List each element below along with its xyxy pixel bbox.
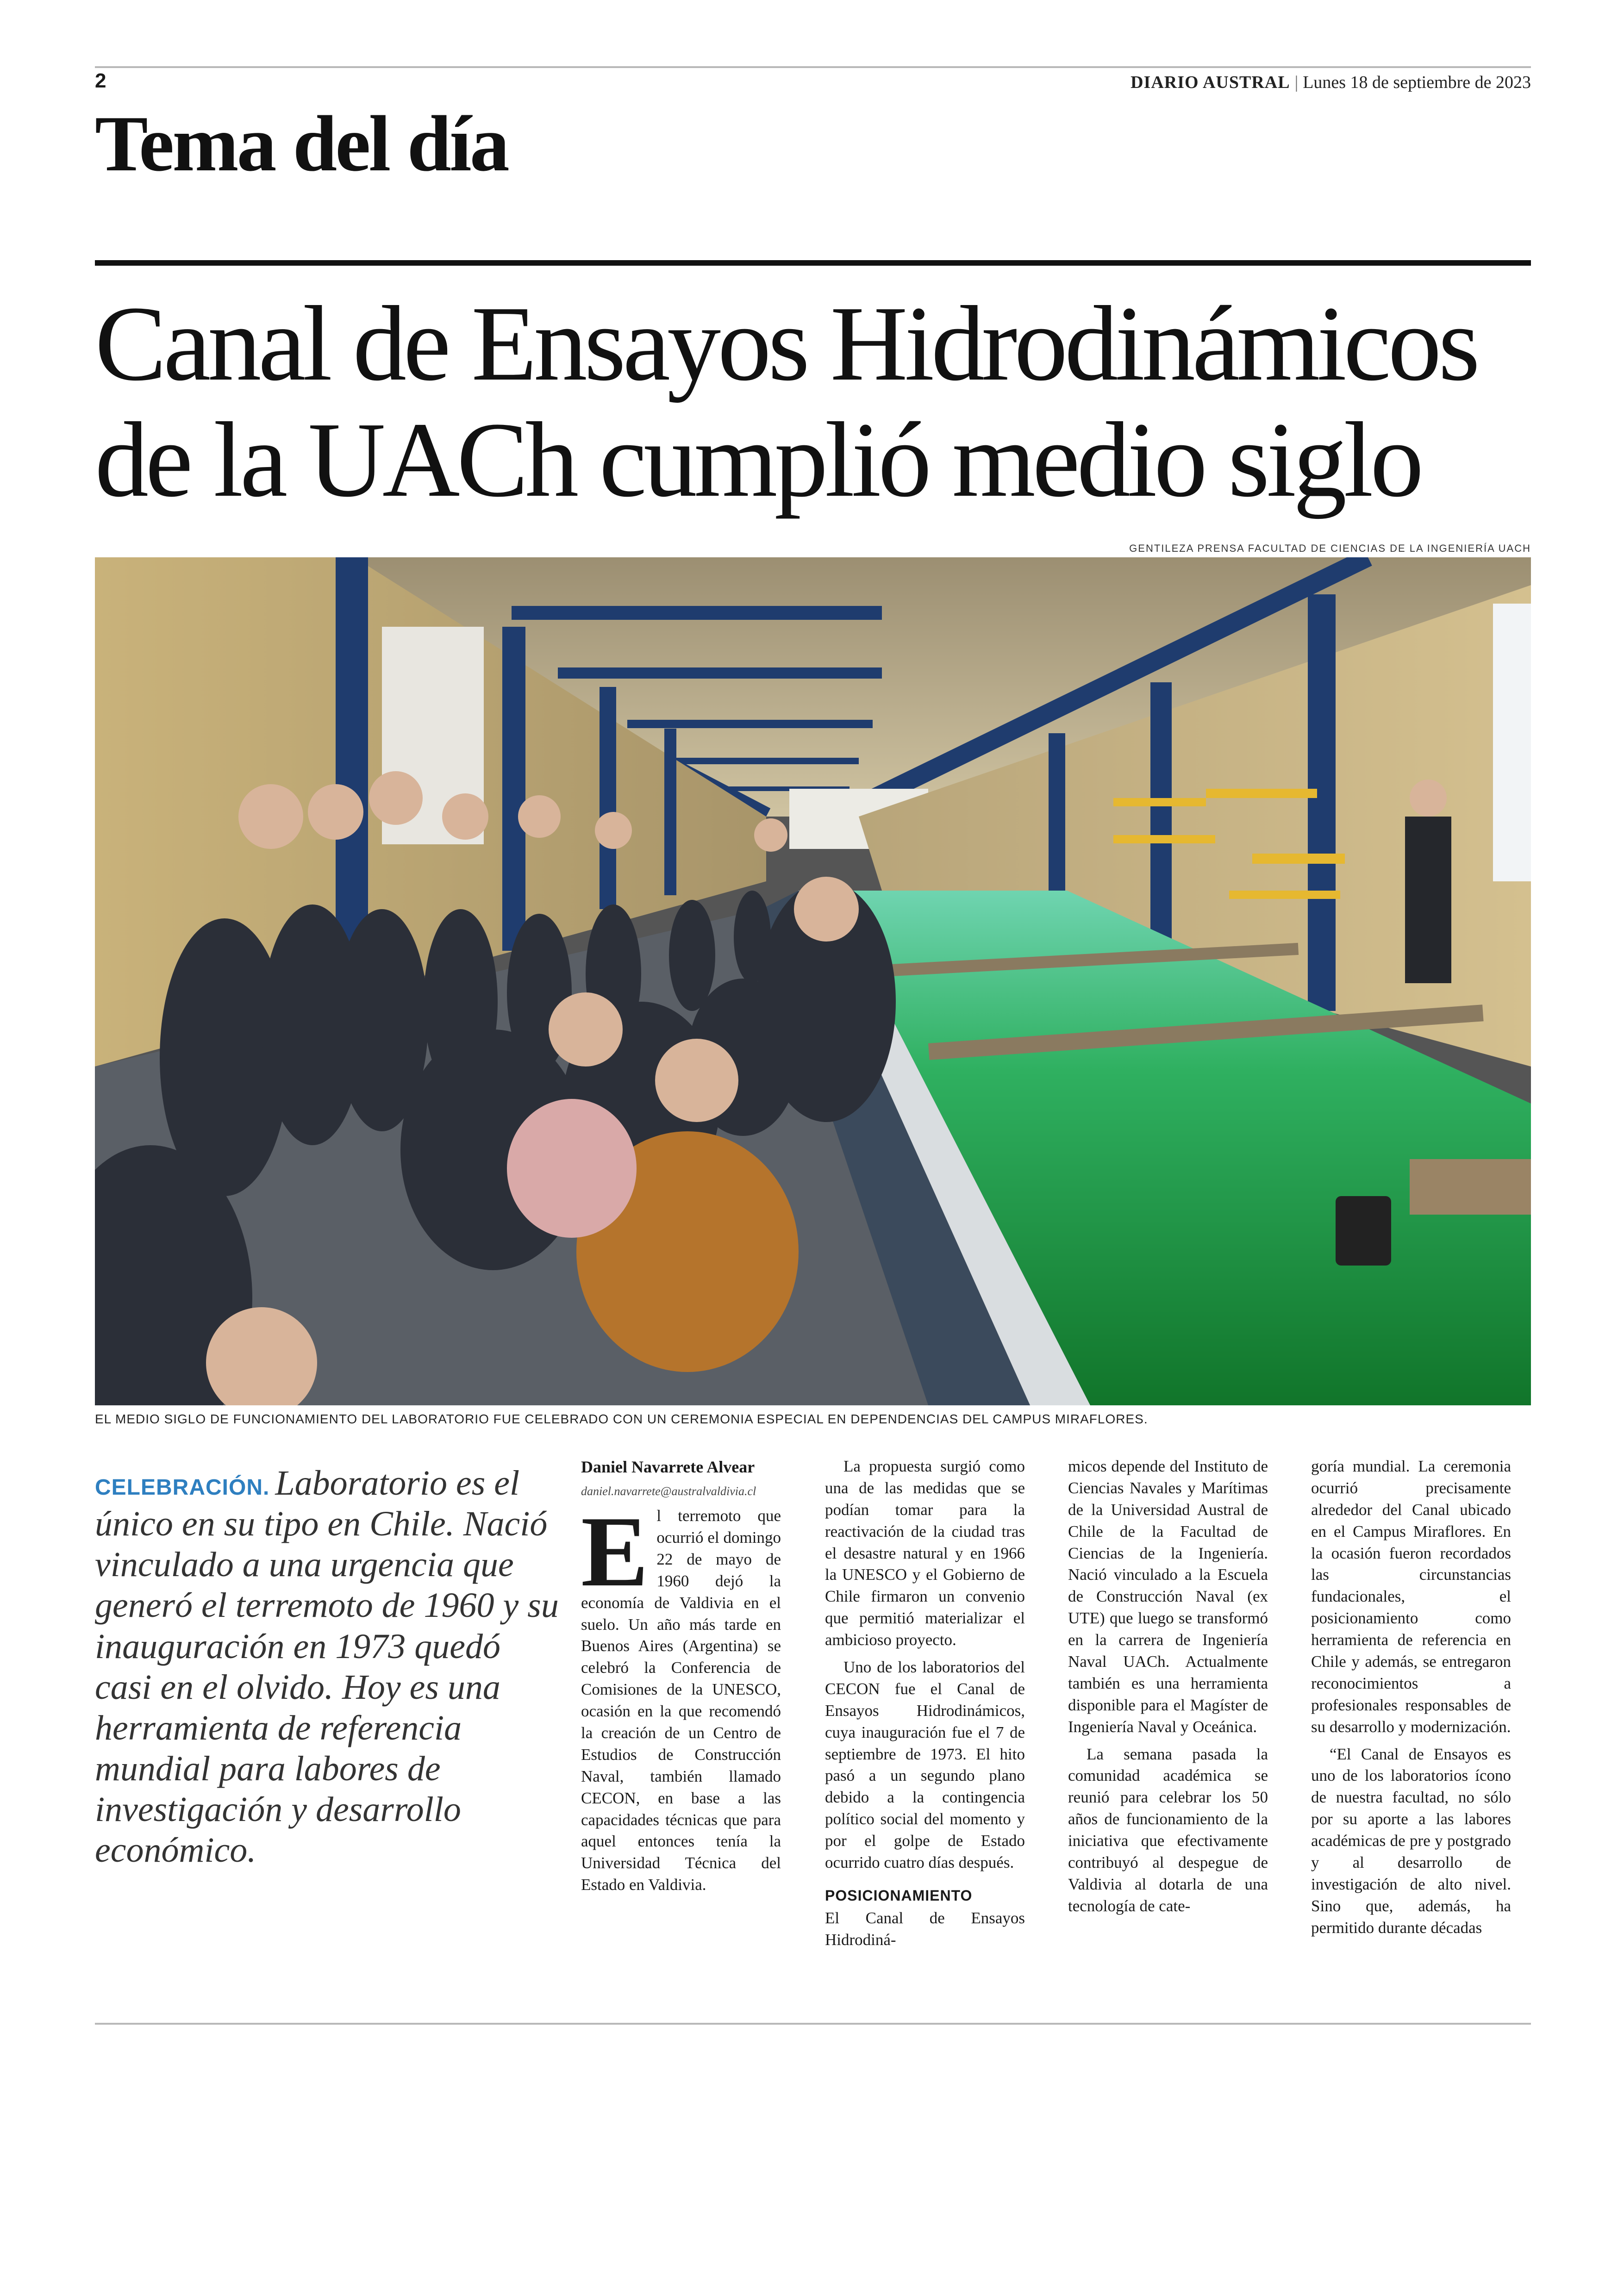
article-lead bbox=[95, 1463, 562, 1871]
lead-kicker: CELEBRACIÓN. bbox=[95, 1475, 270, 1500]
article-paragraph: goría mundial. La ceremonia ocurrió precisamente alrededor del Canal ubicado en el Campus Miraflores. En la ocasión fueron recordados las circunstancias fundacionales, el posicionamiento como herramienta de referencia en Chile y además, se entregaron reconocimientos a profesionales responsables de su desarrollo y modernización. bbox=[1311, 1457, 1511, 1736]
bottom-rule bbox=[95, 2023, 1531, 2025]
page-number: 2 bbox=[95, 69, 106, 92]
article-paragraph: “El Canal de Ensayos es uno de los laboratorios ícono de nuestra facultad, no sólo por su aporte a las labores académicas de pre y postgrado y al desarrollo de investigación de alto nivel. Sino que, además, ha permitido durante décadas bbox=[1311, 1745, 1511, 1937]
author-name: Daniel Navarrete Alvear bbox=[581, 1458, 755, 1476]
article-paragraph bbox=[581, 1496, 781, 1896]
drop-cap: E bbox=[581, 1496, 649, 1608]
article-paragraph: Uno de los laboratorios del CECON fue el Canal de Ensayos Hidrodinámicos, cuya inauguración fue el 7 de septiembre de 1973. El hito pasó a un segundo plano debido a la contingencia político social del momento y por el golpe de Estado ocurrido cuatro días después. bbox=[825, 1658, 1025, 1872]
article-column-3 bbox=[1068, 1456, 1268, 1923]
article-paragraph: La propuesta surgió como una de las medidas que se podían tomar para la reactivación de la ciudad tras el desastre natural y en 1966 la UNESCO y el Gobierno de Chile firmaron un convenio que permitió materializar el ambicioso proyecto. bbox=[825, 1457, 1025, 1649]
section-title: Tema del día bbox=[95, 100, 508, 188]
article-column-2 bbox=[825, 1456, 1025, 1957]
section-divider bbox=[95, 260, 1531, 266]
masthead-info: DIARIO AUSTRAL | Lunes 18 de septiembre de 2023 bbox=[1131, 73, 1531, 92]
author-email: daniel.navarrete@australvaldivia.cl bbox=[581, 1484, 756, 1498]
photo-credit: GENTILEZA PRENSA FACULTAD DE CIENCIAS DE LA INGENIERÍA UACH bbox=[1129, 543, 1531, 554]
photo-caption: EL MEDIO SIGLO DE FUNCIONAMIENTO DEL LABORATORIO FUE CELEBRADO CON UN CEREMONIA ESPECIAL EN DEPENDENCIAS DEL CAMPUS MIRAFLORES. bbox=[95, 1412, 1148, 1426]
newspaper-name: DIARIO AUSTRAL bbox=[1131, 73, 1290, 92]
article-paragraph: El Canal de Ensayos Hidrodiná- bbox=[825, 1908, 1025, 1949]
article-column-4 bbox=[1311, 1456, 1511, 1945]
article-column-1 bbox=[581, 1456, 781, 1902]
article-headline: Canal de Ensayos Hidrodinámicos de la UACh cumplió medio siglo bbox=[95, 284, 1477, 519]
article-paragraph: La semana pasada la comunidad académica se reunió para celebrar los 50 años de funcionamiento de la iniciativa que efectivamente contribuyó al despegue de Valdivia al dotarla de una tecnología de cate- bbox=[1068, 1745, 1268, 1915]
article-photo bbox=[95, 557, 1531, 1405]
paragraph-text: l terremoto que ocurrió el domingo 22 de mayo de 1960 dejó la economía de Valdivia en el suelo. Un año más tarde en Buenos Aires (Argentina) se celebró la Conferencia de Comisiones de la UNESCO, ocasión en la que recomendó la creación de un Centro de Estudios de Construcción Naval, también llamado CECON, en base a las capacidades técnicas que para aquel entonces tenía la Universidad Técnica del Estado en Valdivia. bbox=[581, 1507, 781, 1894]
issue-date: Lunes 18 de septiembre de 2023 bbox=[1303, 73, 1531, 92]
ceremony-photo-illustration bbox=[95, 557, 1531, 1405]
article-paragraph: micos depende del Instituto de Ciencias Navales y Marítimas de la Universidad Austral de Chile de la Facultad de Ciencias de la Ingeniería. Nació vinculado a la Escuela de Construcción Naval (ex UTE) que luego se transformó en la carrera de Ingeniería Naval UACh. Actualmente también es una herramienta disponible para el Magíster de Ingeniería Naval y Oceánica. bbox=[1068, 1457, 1268, 1736]
top-rule bbox=[95, 66, 1531, 68]
lead-text: Laboratorio es el único en su tipo en Chile. Nació vinculado a una urgencia que generó el terremoto de 1960 y su inauguración en 1973 quedó casi en el olvido. Hoy es una herramienta de referencia mundial para labores de investigación y desarrollo económico. bbox=[95, 1464, 559, 1870]
article-subhead: POSICIONAMIENTO bbox=[825, 1887, 973, 1904]
